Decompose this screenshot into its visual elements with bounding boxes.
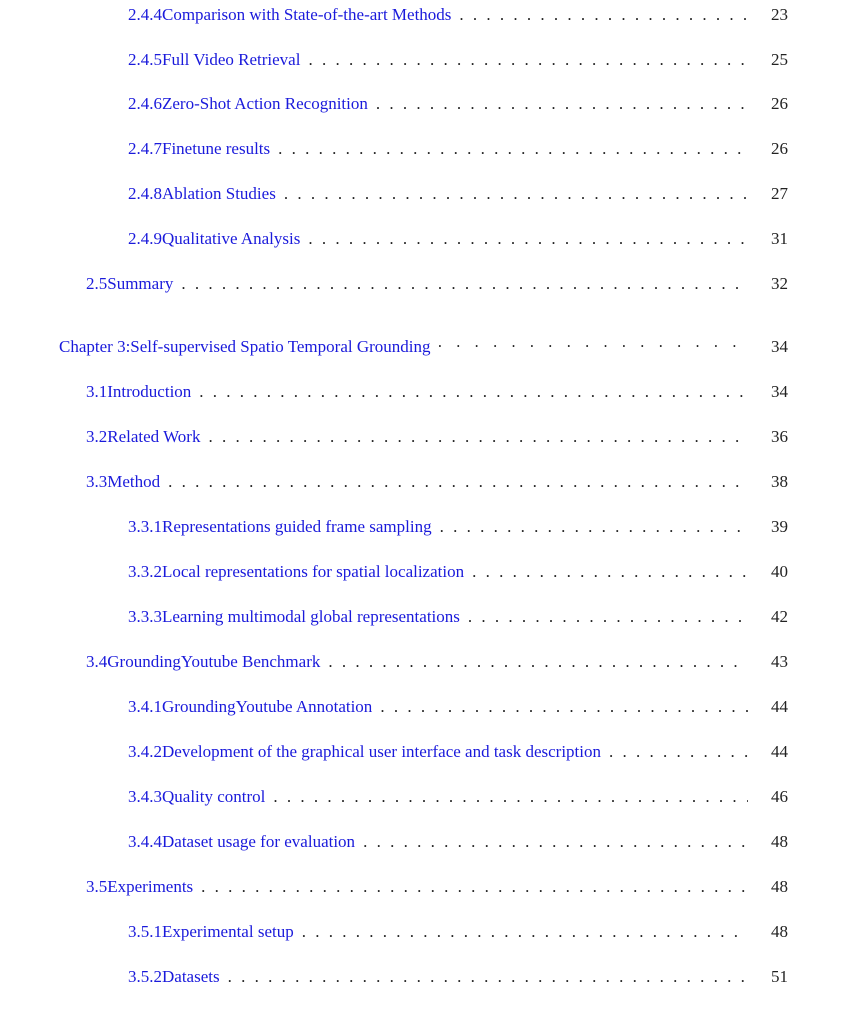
- toc-entry-page: 34: [771, 382, 788, 401]
- dot-leader: [278, 138, 748, 160]
- toc-entry-page: 26: [771, 139, 788, 158]
- toc-entry-title[interactable]: Learning multimodal global representations: [162, 607, 460, 626]
- toc-entry[interactable]: [128, 138, 788, 160]
- toc-entry[interactable]: [128, 93, 788, 115]
- dot-leader: [472, 561, 748, 583]
- toc-entry-page: 32: [771, 274, 788, 293]
- toc-entry-title[interactable]: Ablation Studies: [162, 184, 276, 203]
- toc-entry-number[interactable]: 3.4.1: [128, 697, 162, 716]
- toc-entry-number[interactable]: 2.4.9: [128, 229, 162, 248]
- dot-leader: [328, 651, 748, 673]
- dot-leader: [609, 741, 748, 763]
- toc-entry-title[interactable]: Representations guided frame sampling: [162, 517, 432, 536]
- toc-entry-page: 31: [771, 229, 788, 248]
- toc-entry-number[interactable]: 3.4: [86, 652, 108, 671]
- toc-entry-number[interactable]: 3.5.1: [128, 922, 162, 941]
- toc-entry-number[interactable]: 3.5: [86, 877, 108, 896]
- toc-entry-title[interactable]: GroundingYoutube Benchmark: [107, 652, 321, 671]
- toc-entry-page: 26: [771, 94, 788, 113]
- toc-entry-title[interactable]: Method: [107, 472, 161, 491]
- toc-entry-title[interactable]: Experimental setup: [162, 922, 294, 941]
- toc-entry-page: 51: [771, 967, 788, 986]
- toc-entry[interactable]: [86, 381, 788, 403]
- toc-entry-number[interactable]: 3.3.3: [128, 607, 162, 626]
- toc-entry-page: 42: [771, 607, 788, 626]
- dot-leader: [273, 786, 748, 808]
- dot-leader: [284, 183, 748, 205]
- dot-leader: [199, 381, 748, 403]
- toc-entry[interactable]: [128, 228, 788, 250]
- toc-entry[interactable]: [86, 651, 788, 673]
- toc-entry-number[interactable]: 3.4.3: [128, 787, 162, 806]
- toc-entry-number[interactable]: 2.4.8: [128, 184, 162, 203]
- toc-entry-number[interactable]: 3.5.2: [128, 967, 162, 986]
- toc-entry[interactable]: [86, 876, 788, 898]
- toc-entry[interactable]: [128, 741, 788, 763]
- toc-entry-page: 44: [771, 697, 788, 716]
- toc-entry-number[interactable]: 3.2: [86, 427, 108, 446]
- toc-entry-number[interactable]: 3.4.4: [128, 832, 162, 851]
- toc-entry-title[interactable]: Introduction: [107, 382, 192, 401]
- toc-entry-page: 34: [771, 337, 788, 356]
- dot-leader: [380, 696, 748, 718]
- toc-entry[interactable]: [128, 49, 788, 71]
- toc-entry-title[interactable]: Quality control: [162, 787, 266, 806]
- toc-entry-page: 43: [771, 652, 788, 671]
- toc-entry-title[interactable]: Related Work: [107, 427, 201, 446]
- toc-entry-title[interactable]: Finetune results: [162, 139, 271, 158]
- dot-leader: [181, 273, 748, 295]
- toc-entry-number[interactable]: 2.5: [86, 274, 108, 293]
- toc-entry-page: 48: [771, 877, 788, 896]
- toc-entry-number[interactable]: 3.3.1: [128, 517, 162, 536]
- toc-entry-number[interactable]: 2.4.7: [128, 139, 162, 158]
- dot-leader: [208, 426, 748, 448]
- toc-entry[interactable]: [128, 561, 788, 583]
- toc-entry-title[interactable]: Qualitative Analysis: [162, 229, 301, 248]
- toc-entry[interactable]: [128, 786, 788, 808]
- toc-entry-number[interactable]: 3.1: [86, 382, 108, 401]
- toc-entry-page: 27: [771, 184, 788, 203]
- dot-leader: [440, 516, 748, 538]
- toc-entry-page: 44: [771, 742, 788, 761]
- toc-entry[interactable]: [128, 516, 788, 538]
- toc-entry-title[interactable]: GroundingYoutube Annotation: [162, 697, 373, 716]
- dot-leader: [168, 471, 748, 493]
- toc-entry-page: 38: [771, 472, 788, 491]
- toc-entry-title[interactable]: Experiments: [107, 877, 194, 896]
- toc-entry-page: 46: [771, 787, 788, 806]
- toc-entry-number[interactable]: 3.3: [86, 472, 108, 491]
- toc-entry-page: 36: [771, 427, 788, 446]
- toc-entry-number[interactable]: 3.3.2: [128, 562, 162, 581]
- toc-entry-title[interactable]: Dataset usage for evaluation: [162, 832, 356, 851]
- toc-entry-title[interactable]: Comparison with State-of-the-art Methods: [162, 5, 452, 24]
- dot-leader: [201, 876, 748, 898]
- toc-entry-title[interactable]: Datasets: [162, 967, 220, 986]
- toc-entry[interactable]: [128, 183, 788, 205]
- dot-leader: [363, 831, 748, 853]
- toc-entry[interactable]: [128, 696, 788, 718]
- toc-entry-title[interactable]: Full Video Retrieval: [162, 50, 301, 69]
- toc-entry-number[interactable]: 2.4.4: [128, 5, 162, 24]
- toc-entry[interactable]: [86, 273, 788, 295]
- dot-leader: [459, 4, 748, 26]
- dot-leader: [302, 921, 748, 943]
- toc-entry[interactable]: [128, 606, 788, 628]
- toc-entry[interactable]: [86, 471, 788, 493]
- toc-chapter-number[interactable]: Chapter 3:: [59, 337, 131, 356]
- toc-entry[interactable]: [128, 921, 788, 943]
- dot-leader: [308, 228, 748, 250]
- toc-entry-page: 23: [771, 5, 788, 24]
- toc-entry-page: 25: [771, 50, 788, 69]
- toc-entry[interactable]: [86, 426, 788, 448]
- toc-entry-title[interactable]: Local representations for spatial localization: [162, 562, 465, 581]
- toc-entry-title[interactable]: Zero-Shot Action Recognition: [162, 94, 368, 113]
- dot-leader: [228, 966, 748, 988]
- dot-leader: [468, 606, 748, 628]
- dot-leader: [439, 336, 749, 361]
- toc-entry-number[interactable]: 2.4.6: [128, 94, 162, 113]
- toc-entry[interactable]: [128, 966, 788, 988]
- toc-chapter-title[interactable]: Self-supervised Spatio Temporal Grounding: [130, 337, 431, 356]
- toc-entry-number[interactable]: 2.4.5: [128, 50, 162, 69]
- toc-entry[interactable]: [128, 831, 788, 853]
- toc-entry-page: 39: [771, 517, 788, 536]
- toc-chapter-entry[interactable]: [59, 336, 788, 358]
- dot-leader: [308, 49, 748, 71]
- toc-entry[interactable]: [128, 4, 788, 26]
- toc-entry-number[interactable]: 3.4.2: [128, 742, 162, 761]
- toc-entry-page: 48: [771, 922, 788, 941]
- toc-entry-title[interactable]: Development of the graphical user interface and task description: [162, 742, 601, 761]
- toc-entry-page: 40: [771, 562, 788, 581]
- dot-leader: [376, 93, 748, 115]
- toc-entry-page: 48: [771, 832, 788, 851]
- toc-entry-title[interactable]: Summary: [107, 274, 174, 293]
